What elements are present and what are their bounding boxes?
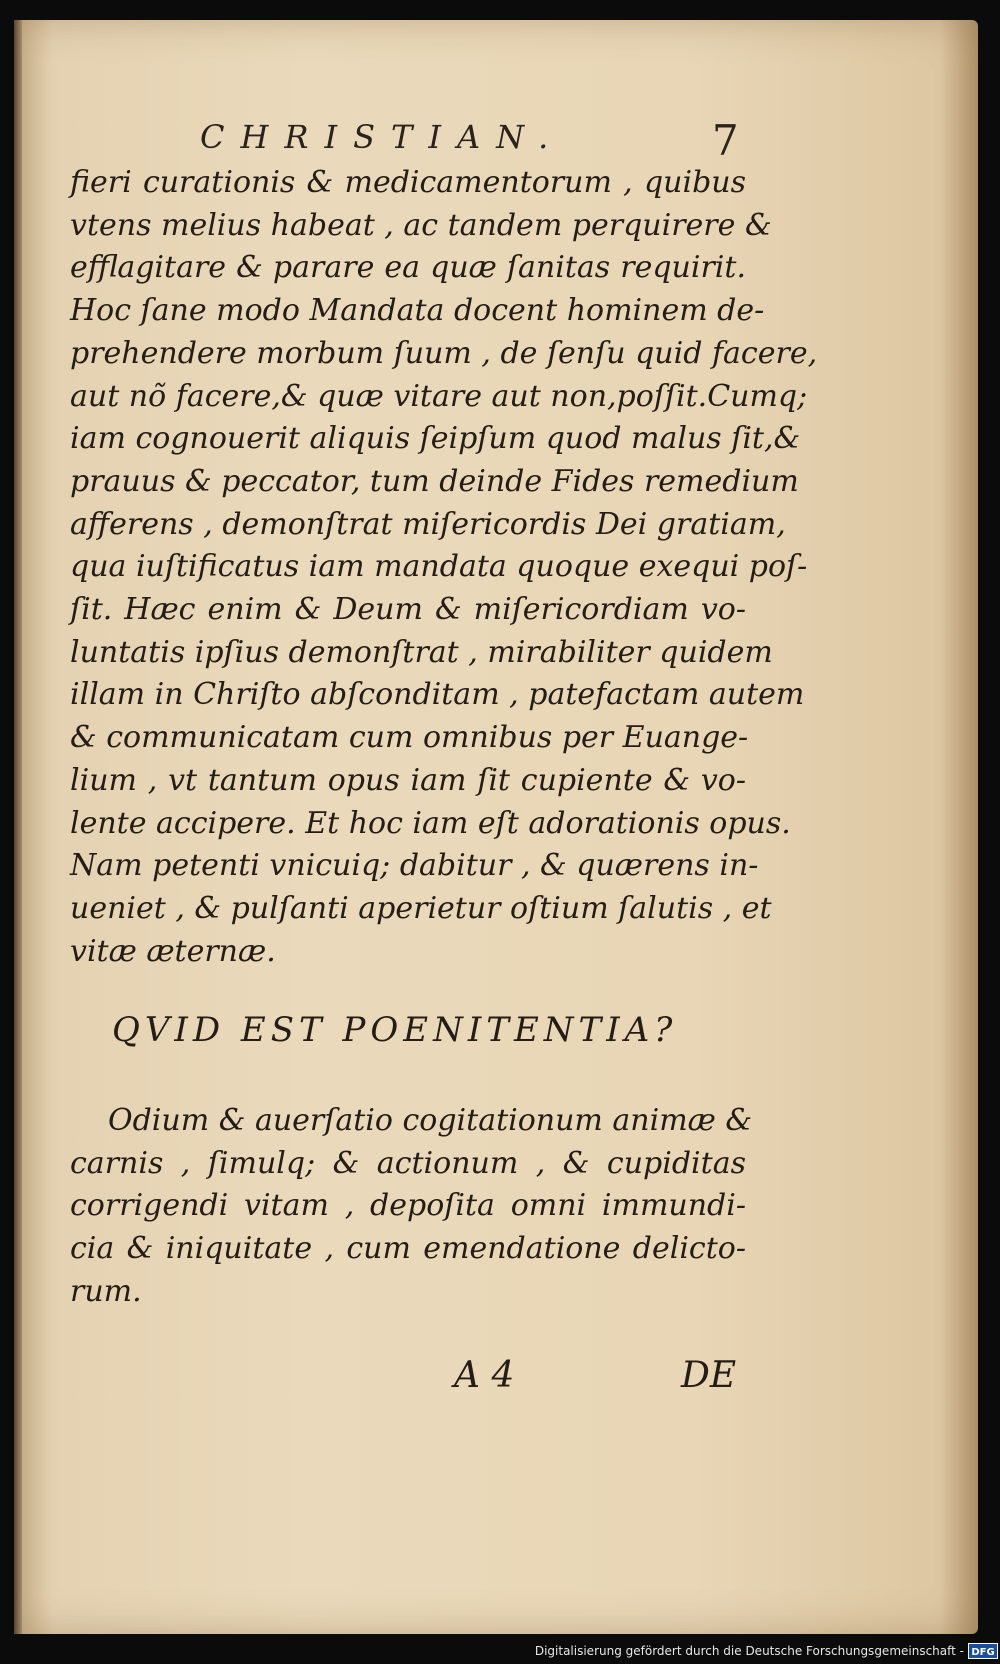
section-heading: QVID EST POENITENTIA? <box>112 1010 678 1050</box>
catchword: DE <box>681 1355 737 1396</box>
text-line: Hoc ſane modo Mandata docent hominem de- <box>70 293 765 329</box>
text-line: & communicatam cum omnibus per Euange- <box>70 720 749 756</box>
text-line: carnis , ſimulq; & actionum , & cupiditas <box>70 1145 746 1181</box>
text-line: iam cognouerit aliquis ſeipſum quod malus ſit,& <box>70 421 801 457</box>
text-line: ſit. Hæc enim & Deum & miſericordiam vo- <box>70 592 746 628</box>
signature-mark: A 4 <box>454 1355 515 1396</box>
body-paragraph <box>70 162 818 973</box>
page-binding-edge <box>14 20 22 1634</box>
text-line: lium , vt tantum opus iam ſit cupiente & vo- <box>70 762 746 798</box>
text-line: aut nõ facere,& quæ vitare aut non,poſſit.Cumq; <box>70 378 808 414</box>
page-number: 7 <box>712 116 739 165</box>
svg-text:DFG: DFG <box>971 1647 995 1658</box>
text-line: illam in Chriſto abſconditam , patefactam autem <box>70 677 805 713</box>
text-line: rum. <box>70 1273 142 1309</box>
text-line: corrigendi vitam , depoſita omni immundi- <box>70 1188 746 1224</box>
text-line: afferens , demonſtrat miſericordis Dei gratiam, <box>70 506 786 542</box>
text-line: lente accipere. Et hoc iam eſt adorationis opus. <box>70 805 791 841</box>
text-line: prehendere morbum ſuum , de ſenſu quid facere, <box>70 335 818 371</box>
text-line: fieri curationis & medicamentorum , quibus <box>70 165 746 200</box>
text-line: prauus & peccator, tum deinde Fides remedium <box>70 463 799 499</box>
text-line: Odium & auerſatio cogitationum animæ & <box>108 1103 753 1138</box>
text-line: efflagitare & parare ea quæ ſanitas requirit. <box>70 250 746 286</box>
text-line: Nam petenti vnicuiq; dabitur , & quærens in- <box>70 848 759 884</box>
running-head: CHRISTIAN. <box>200 118 565 156</box>
dfg-logo-icon <box>968 1643 998 1659</box>
text-line: vtens melius habeat , ac tandem perquirere & <box>70 207 772 243</box>
text-line: luntatis ipſius demonſtrat , mirabiliter quidem <box>70 634 773 670</box>
answer-paragraph <box>70 1100 753 1314</box>
text-line: qua iuſtificatus iam mandata quoque exequi poſ- <box>70 549 808 585</box>
digitization-footer <box>535 1640 998 1662</box>
text-line: vitæ æternæ. <box>70 933 276 969</box>
footer-credit: Digitalisierung gefördert durch die Deutsche Forschungsgemeinschaft - <box>534 1644 964 1658</box>
text-line: ueniet , & pulſanti aperietur oſtium ſalutis , et <box>70 890 772 926</box>
text-line: cia & iniquitate , cum emendatione delicto- <box>70 1231 746 1267</box>
